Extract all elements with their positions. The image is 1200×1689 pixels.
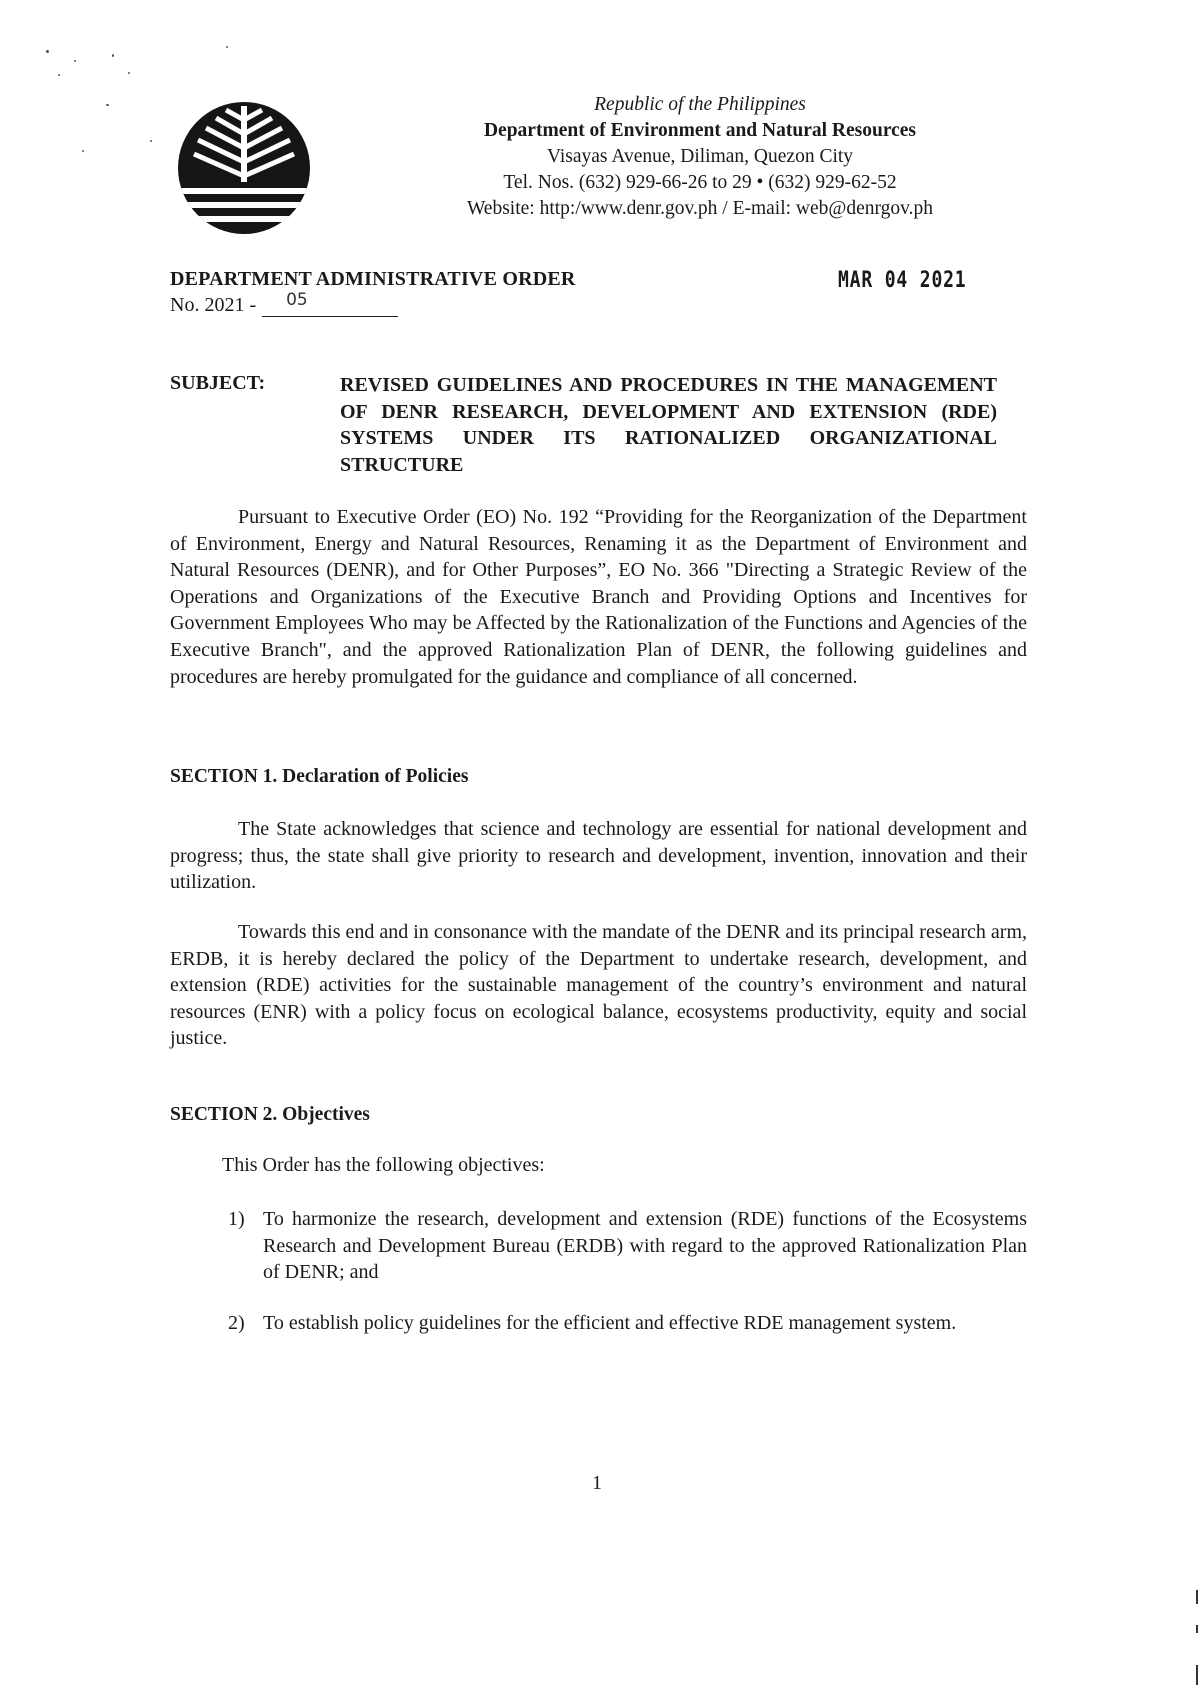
scan-speck	[226, 46, 228, 48]
section-2-heading: SECTION 2. Objectives	[170, 1104, 370, 1125]
objective-text: To establish policy guidelines for the efficient and effective RDE management system.	[263, 1312, 957, 1334]
date-stamp: MAR 04 2021	[838, 268, 967, 293]
order-number-blank	[262, 290, 398, 317]
letterhead	[380, 92, 1020, 222]
scan-speck	[106, 104, 109, 106]
scan-edge-mark	[1196, 1665, 1198, 1685]
order-title: DEPARTMENT ADMINISTRATIVE ORDER	[170, 268, 576, 290]
order-number-prefix: No. 2021 -	[170, 294, 257, 316]
scan-speck	[58, 74, 60, 76]
scan-speck	[46, 50, 49, 53]
preamble-paragraph: Pursuant to Executive Order (EO) No. 192 “Providing for the Reorganization of the Department of Environment, Energy and Natural Resources, Renaming it as the Department of Environment and Natural Resources (DENR), and for Other Purposes”, EO No. 366 "Directing a Strategic Review of the Operations and Organizations of the Executive Branch and Providing Options and Incentives for Government Employees Who may be Affected by the Rationalization of the Functions and Agencies of the Executive Branch", and the approved Rationalization Plan of DENR, the following guidelines and procedures are hereby promulgated for the guidance and compliance of all concerned.	[170, 506, 1027, 688]
scan-speck	[128, 72, 130, 74]
section-1-paragraph-1: The State acknowledges that science and technology are essential for national development and progress; thus, the state shall give priority to research and development, invention, innovation and their utilization.	[170, 818, 1027, 894]
page-number: 1	[592, 1472, 602, 1494]
scan-edge-mark	[1196, 1625, 1198, 1633]
denr-logo-icon	[176, 100, 312, 236]
scan-speck	[82, 150, 84, 152]
order-number-handwritten: 05	[286, 290, 308, 310]
scan-edge-mark	[1196, 1590, 1198, 1604]
letterhead-website: Website: http:/www.denr.gov.ph / E-mail: web@denrgov.ph	[466, 198, 934, 219]
letterhead-republic: Republic of the Philippines	[594, 94, 806, 115]
subject-text: REVISED GUIDELINES AND PROCEDURES IN THE MANAGEMENT OF DENR RESEARCH, DEVELOPMENT AND EXTENSION (RDE) SYSTEMS UNDER ITS RATIONALIZED ORGANIZATIONAL STRUCTURE	[340, 374, 997, 476]
section-2-intro: This Order has the following objectives:	[222, 1154, 545, 1176]
scan-speck	[150, 140, 152, 142]
objective-item	[228, 1206, 1027, 1286]
letterhead-telephone: Tel. Nos. (632) 929-66-26 to 29 • (632) 929-62-52	[503, 172, 897, 193]
scan-speck	[74, 60, 76, 62]
objective-number: 1)	[228, 1208, 245, 1230]
scan-speck	[112, 54, 114, 57]
objective-item	[228, 1310, 1027, 1337]
objective-number: 2)	[228, 1312, 245, 1334]
order-number	[170, 290, 398, 317]
section-1-heading: SECTION 1. Declaration of Policies	[170, 766, 469, 787]
section-1-paragraph-2: Towards this end and in consonance with the mandate of the DENR and its principal research arm, ERDB, it is hereby declared the policy of the Department to undertake research, development, and extension (RDE) activities for the sustainable management of the country’s environment and natural resources (ENR) with a policy focus on ecological balance, ecosystems productivity, equity and social justice.	[170, 921, 1027, 1050]
letterhead-address: Visayas Avenue, Diliman, Quezon City	[546, 146, 854, 167]
letterhead-department: Department of Environment and Natural Resources	[483, 120, 917, 141]
objective-text: To harmonize the research, development and extension (RDE) functions of the Ecosystems Research and Development Bureau (ERDB) with regard to the approved Rationalization Plan of DENR; and	[263, 1208, 1027, 1284]
subject-label: SUBJECT:	[170, 372, 266, 394]
